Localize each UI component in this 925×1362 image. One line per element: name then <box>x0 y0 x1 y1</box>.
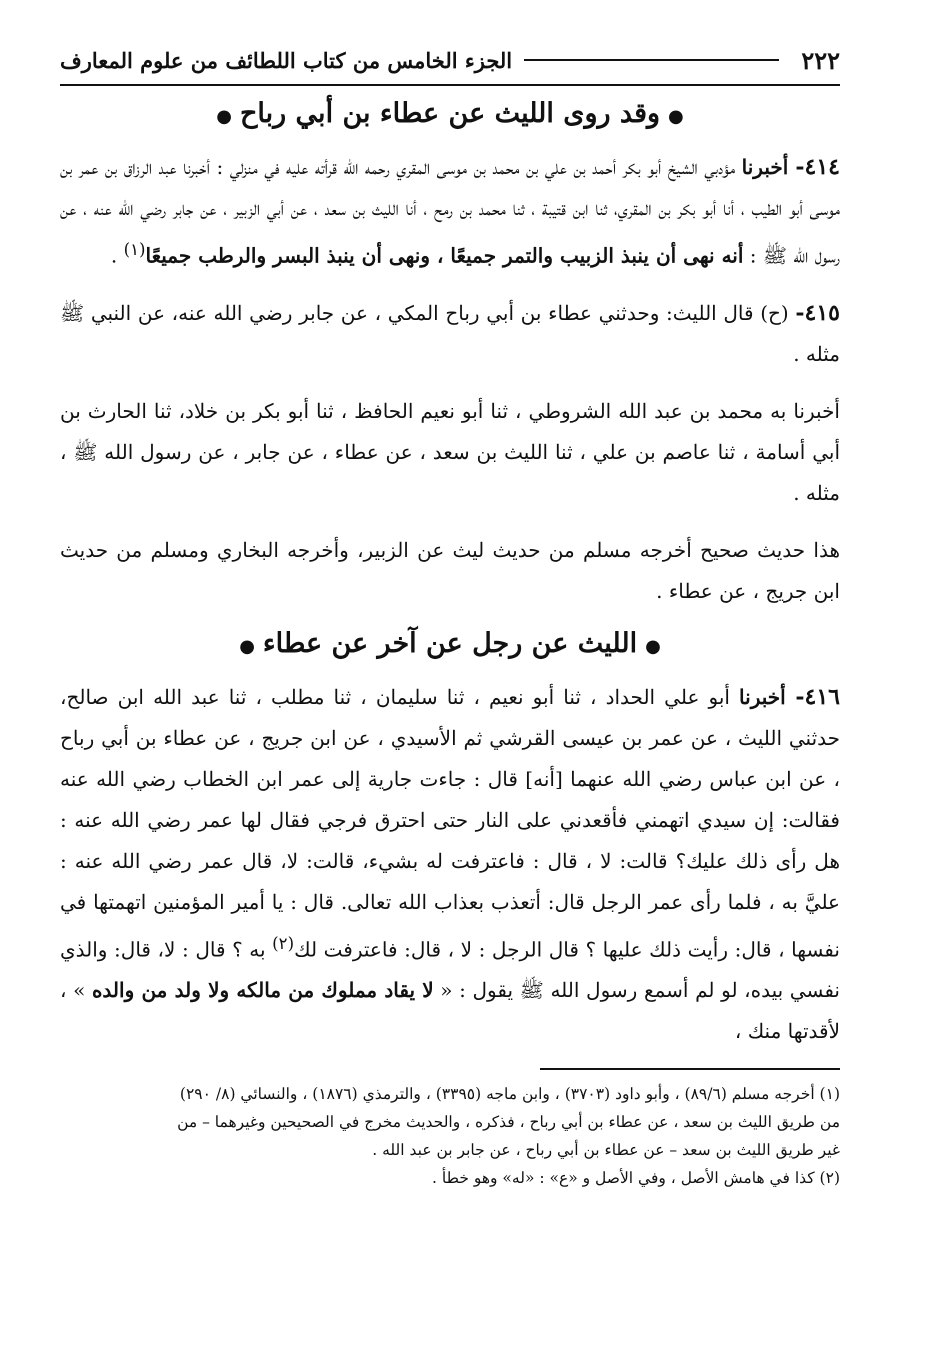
running-title: الجزء الخامس من كتاب اللطائف من علوم المعارف <box>60 47 513 73</box>
hadith-lead-word: أخبرنا <box>739 684 796 709</box>
running-header <box>60 40 840 86</box>
hadith-414 <box>60 147 840 277</box>
hadith-end: . <box>110 243 124 268</box>
hadith-text: (ح) قال الليث: وحدثني عطاء بن أبي رباح المكي ، عن جابر رضي الله عنه، عن النبي ﷺ مثله . <box>60 300 840 366</box>
hadith-isnad: مؤدبي الشيخ أبو بكر أحمد بن علي بن محمد بن موسى المقري رحمه الله قرأته عليه في منزلي : أخبرنا عبد الرزاق بن عمر بن موسى أبو الطيب ، أنا أبو بكر بن المقري، ثنا ابن قتيبة ، ثنا محمد بن رمح ، أنا الليث بن سعد ، عن أبي الزبير ، عن جابر رضي الله عنه ، عن رسول الله ﷺ : <box>60 155 840 268</box>
footnote-2: (٢) كذا في هامش الأصل ، وفي الأصل و «ع» : «له» وهو خطأ . <box>432 1169 840 1188</box>
hadith-number: ٤١٤- <box>795 154 840 180</box>
footnote-rule <box>540 1068 840 1070</box>
footnote-1-line-3: غير طريق الليث بن سعد – عن عطاء بن أبي رباح ، عن جابر بن عبد الله . <box>372 1141 840 1160</box>
footnote-1-line-2: من طريق الليث بن سعد ، عن عطاء بن أبي رباح ، فذكره ، والحديث مخرج في الصحيحين وغيرهما – من <box>177 1113 840 1132</box>
hadith-text: أبو علي الحداد ، ثنا أبو نعيم ، ثنا سليمان ، ثنا مطلب ، ثنا عبد الله ابن صالح، حدثني الليث ، عن عمر بن عيسى القرشي ثم الأسيدي ، عن ابن جريج ، عن عطاء بن أبي رباح ، عن ابن عباس رضي الله عنهما [أنه] قال : جاءت جارية إلى عمر ابن الخطاب رضي الله عنه فقالت: إن سيدي اتهمني فأقعدني على النار حتى احترق فرجي فقال لها عمر رضي الله عنه : هل رأى ذلك عليك؟ قالت: لا ، قال : فاعترفت له بشيء، قالت: لا، قال عمر رضي الله عنه : عليَّ به ، فلما رأى عمر الرجل قال: أتعذب بعذاب الله تعالى. قال : يا أمير المؤمنين اتهمتها في نفسها ، قال: رأيت ذلك عليها ؟ قال الرجل : لا ، قال: فاعترفت لك <box>60 684 840 962</box>
page-number: ٢٢٢ <box>801 45 840 75</box>
page <box>60 40 840 1192</box>
section-heading-2-text: الليث عن رجل عن آخر عن عطاء <box>262 627 638 659</box>
bullet-icon: ● <box>239 635 255 657</box>
hadith-end: » ، لأقدتها منك ، <box>60 978 840 1044</box>
hadith-matn: أنه نهى أن ينبذ الزبيب والتمر جميعًا ، ونهى أن ينبذ البسر والرطب جميعًا <box>145 243 744 268</box>
hadith-415 <box>60 293 840 375</box>
footnote-ref[interactable]: (٢) <box>272 933 295 953</box>
hadith-number: ٤١٥- <box>795 299 840 326</box>
hadith-number: ٤١٦- <box>795 683 840 710</box>
section-heading-1-text: وقد روى الليث عن عطاء بن أبي رباح <box>239 98 661 129</box>
footnotes <box>60 1080 840 1192</box>
bullet-icon: ● <box>645 635 661 657</box>
isnad-paragraph: أخبرنا به محمد بن عبد الله الشروطي ، ثنا أبو نعيم الحافظ ، ثنا أبو بكر بن خلاد، ثنا الحارث بن أبي أسامة ، ثنا عاصم بن علي ، ثنا الليث بن سعد ، عن عطاء ، عن جابر ، عن رسول الله ﷺ ، مثله . <box>60 398 840 505</box>
section-heading-2 <box>60 628 840 659</box>
hadith-416 <box>60 677 840 1053</box>
header-rule <box>524 59 779 61</box>
ruling-paragraph: هذا حديث صحيح أخرجه مسلم من حديث ليث عن الزبير، وأخرجه البخاري ومسلم من حديث ابن جريج ، عن عطاء . <box>60 537 841 603</box>
footnote-1-line-1: (١) أخرجه مسلم (٨٩/٦) ، وأبو داود (٣٧٠٣) ، وابن ماجه (٣٣٩٥) ، والترمذي (١٨٧٦) ، والنسائي (٨/ ٢٩٠) <box>179 1085 840 1104</box>
section-heading-1 <box>60 98 840 129</box>
hadith-matn: لا يقاد مملوك من مالكه ولا ولد من والده <box>91 978 434 1003</box>
bullet-icon: ● <box>216 106 232 127</box>
hadith-lead-word: أخبرنا <box>741 155 796 179</box>
bullet-icon: ● <box>668 106 684 127</box>
footnote-ref[interactable]: (١) <box>123 240 146 259</box>
hadith-text-continued: به ؟ قال : لا، قال: والذي نفسي بيده، لو لم أسمع رسول الله ﷺ يقول : « <box>60 937 841 1003</box>
